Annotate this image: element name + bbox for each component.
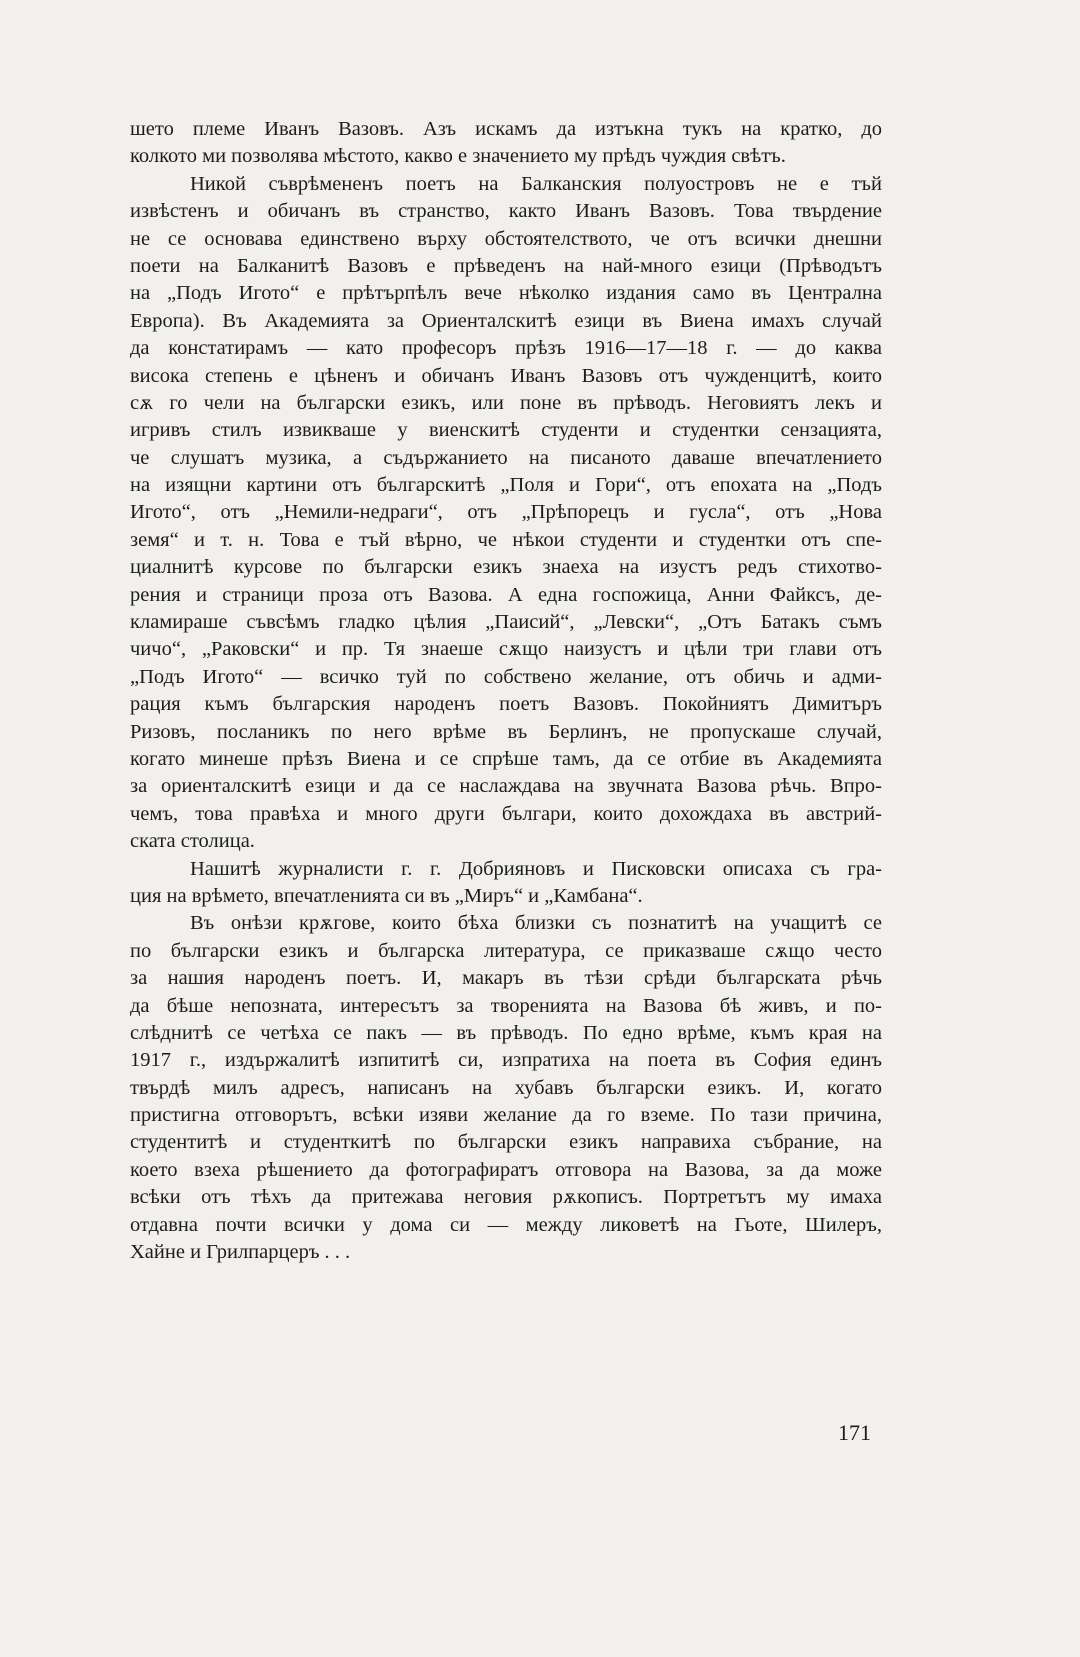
text-line: 1917 г., издържалитѣ изпититѣ си, изпратиха на поета въ София единъ — [130, 1049, 882, 1072]
text-line: Нашитѣ журналисти г. г. Добрияновъ и Писковски описаха съ гра- — [190, 857, 882, 880]
text-line: чичо“, „Раковски“ и пр. Тя знаеше сѫщо наизустъ и цѣли три глави отъ — [130, 638, 882, 661]
text-line: Въ онѣзи крѫгове, които бѣха близки съ познатитѣ на учащитѣ се — [190, 912, 882, 935]
text-line: висока степень е цѣненъ и обичанъ Иванъ Вазовъ отъ чужденцитѣ, които — [130, 364, 882, 387]
text-line: земя“ и т. н. Това е тъй вѣрно, че нѣкои студенти и студентки отъ спе- — [130, 528, 882, 551]
text-line: рация къмъ българския народенъ поетъ Вазовъ. Покойниятъ Димитъръ — [130, 693, 882, 716]
text-line: по български езикъ и българска литература, се приказваше сѫщо често — [130, 939, 882, 962]
text-line: циалнитѣ курсове по български езикъ знаеха на изустъ редъ стихотво- — [130, 556, 882, 579]
text-line: че слушатъ музика, а съдържанието на писаното даваше впечатлението — [130, 446, 882, 469]
text-line: твърдѣ милъ адресъ, написанъ на хубавъ български езикъ. И, когато — [130, 1076, 882, 1099]
text-line: шето племе Иванъ Вазовъ. Азъ искамъ да изтъкна тукъ на кратко, до — [130, 118, 882, 140]
text-line: което взеха рѣшението да фотографиратъ отговора на Вазова, за да може — [130, 1158, 882, 1181]
text-line: кламираше съвсѣмъ гладко цѣлия „Паисий“, „Левски“, „Отъ Батакъ съмъ — [130, 611, 882, 634]
text-line: не се основава единствено върху обстоятелството, че отъ всички днешни — [130, 227, 882, 250]
text-line: на изящни картини отъ българскитѣ „Поля и Гори“, отъ епохата на „Подъ — [130, 474, 882, 497]
text-line: ция на врѣмето, впечатленията си въ „Миръ“ и „Камбана“. — [130, 884, 643, 907]
text-line: да бѣше непозната, интересътъ за творенията на Вазова бѣ живъ, и по- — [130, 994, 882, 1017]
text-line: сѫ го чели на български езикъ, или поне въ прѣводъ. Неговиятъ лекъ и — [130, 391, 882, 414]
text-line: пристигна отговорътъ, всѣки изяви желание да го вземе. По тази причина, — [130, 1104, 882, 1127]
text-line: на „Подъ Игото“ е прѣтърпѣлъ вече нѣколко издания само въ Централна — [130, 282, 882, 305]
text-line: Хайне и Грилпарцеръ . . . — [130, 1241, 351, 1264]
text-line: за ориенталскитѣ езици и да се наслаждава на звучната Вазова рѣчь. Впро- — [130, 775, 882, 798]
text-line: когато минеше прѣзъ Виена и се спрѣше тамъ, да се отбие въ Академията — [130, 747, 882, 770]
text-line: да констатирамъ — като професоръ прѣзъ 1916—17—18 г. — до каква — [130, 337, 882, 360]
text-line: слѣднитѣ се четѣха се пакъ — въ прѣводъ. По едно врѣме, къмъ края на — [130, 1021, 882, 1044]
paragraph — [130, 856, 882, 911]
body-text — [130, 116, 882, 1266]
text-line: студентитѣ и студенткитѣ по български езикъ направиха събрание, на — [130, 1131, 882, 1154]
page-number: 171 — [838, 1420, 871, 1445]
text-line: отдавна почти всички у дома си — между ликоветѣ на Гьоте, Шилеръ, — [130, 1213, 882, 1236]
text-line: Никой съврѣмененъ поетъ на Балканския полуостровъ не е тъй — [190, 172, 882, 195]
text-line: за нашия народенъ поетъ. И, макаръ въ тѣзи срѣди българската рѣчь — [130, 967, 882, 990]
text-line: Европа). Въ Академията за Ориенталскитѣ езици въ Виена имахъ случай — [130, 309, 882, 332]
text-line: рения и страници проза отъ Вазова. А една госпожица, Анни Файксъ, де- — [130, 583, 882, 606]
text-line: Игото“, отъ „Немили-недраги“, отъ „Прѣпорецъ и гусла“, отъ „Нова — [130, 501, 882, 524]
text-line: извѣстенъ и обичанъ въ странство, както Иванъ Вазовъ. Това твърдение — [130, 200, 882, 223]
text-line: Ризовъ, посланикъ по него врѣме въ Берлинъ, не пропускаше случай, — [130, 720, 882, 743]
text-line: колкото ми позволява мѣстото, какво е значението му прѣдъ чуждия свѣтъ. — [130, 145, 786, 168]
paragraph — [130, 171, 882, 856]
text-line: „Подъ Игото“ — всичко туй по собствено желание, отъ обичь и адми- — [130, 665, 882, 688]
text-line: игривъ стилъ извикваше у виенскитѣ студенти и студентки сензацията, — [130, 419, 882, 442]
text-line: чемъ, това правѣха и много други българи, които дохождаха въ австрий- — [130, 802, 882, 825]
text-line: всѣки отъ тѣхъ да притежава неговия рѫкописъ. Портретътъ му имаха — [130, 1186, 882, 1209]
paragraph — [130, 910, 882, 1266]
paragraph — [130, 116, 882, 171]
text-line: ската столица. — [130, 830, 255, 853]
text-line: поети на Балканитѣ Вазовъ е прѣведенъ на най-много езици (Прѣводътъ — [130, 254, 882, 277]
